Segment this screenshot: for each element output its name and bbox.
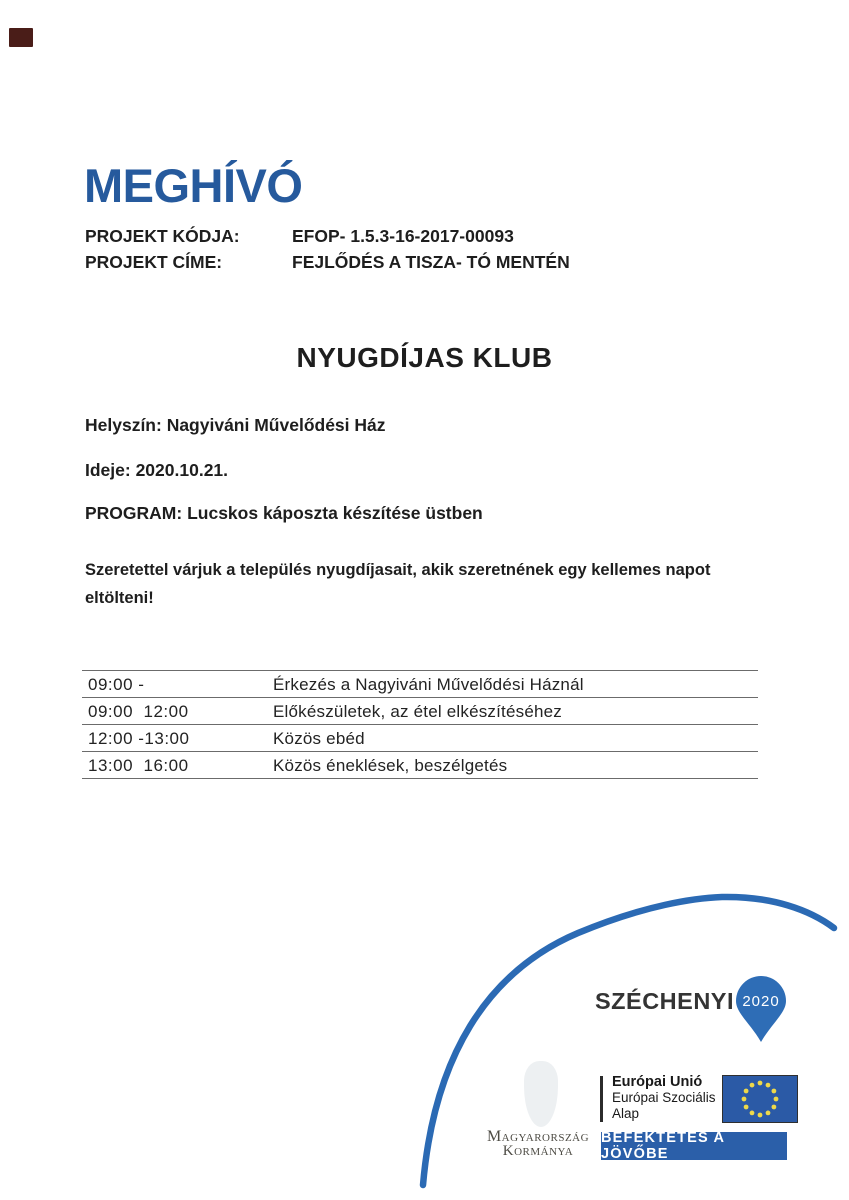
location-line: Helyszín: Nagyiváni Művelődési Ház (85, 415, 386, 435)
schedule-activity: Előkészületek, az étel elkészítéséhez (273, 702, 562, 721)
project-title-row (85, 250, 685, 275)
program-line: PROGRAM: Lucskos káposzta készítése üstben (85, 503, 483, 523)
project-code-row (85, 224, 685, 249)
date-line: Ideje: 2020.10.21. (85, 460, 229, 480)
schedule-row (82, 751, 758, 778)
invitation-line-2: eltölteni! (85, 589, 154, 607)
eu-text-divider (600, 1076, 603, 1122)
eu-flag (722, 1075, 798, 1123)
schedule-activity: Közös éneklések, beszélgetés (273, 756, 508, 775)
hungary-coat-of-arms-faint (524, 1061, 558, 1127)
event-title: NYUGDÍJAS KLUB (296, 342, 553, 373)
page-title: MEGHÍVÓ (84, 159, 303, 212)
government-line-2: Kormánya (502, 1143, 574, 1159)
project-title-label: PROJEKT CÍME: (85, 252, 223, 272)
schedule-table (82, 670, 758, 779)
government-of-hungary-label (478, 1130, 598, 1158)
invitation-text (85, 556, 775, 612)
schedule-time: 09:00 - (88, 675, 145, 694)
eu-funding-label (612, 1074, 716, 1122)
eu-line-1: Európai Unió (612, 1074, 703, 1090)
schedule-row (82, 670, 758, 697)
scan-artifact-mark (9, 28, 33, 47)
invitation-line-1: Szeretettel várjuk a település nyugdíjasait, akik szeretnének egy kellemes napot (85, 561, 711, 579)
government-line-1: Magyarország (486, 1128, 590, 1145)
schedule-row (82, 697, 758, 724)
project-code-value: EFOP- 1.5.3-16-2017-00093 (292, 226, 514, 246)
schedule-time: 09:00 12:00 (88, 702, 189, 721)
schedule-activity: Közös ebéd (273, 729, 365, 748)
schedule-activity: Érkezés a Nagyiváni Művelődési Háznál (273, 675, 584, 694)
project-title-value: FEJLŐDÉS A TISZA- TÓ MENTÉN (292, 252, 570, 272)
schedule-time: 13:00 16:00 (88, 756, 189, 775)
szechenyi-year: 2020 (742, 993, 780, 1010)
szechenyi-logo-text: SZÉCHENYI (595, 988, 734, 1014)
eu-line-3: Alap (612, 1106, 640, 1121)
schedule-row (82, 724, 758, 751)
schedule-time: 12:00 -13:00 (88, 729, 190, 748)
eu-line-2: Európai Szociális (612, 1090, 716, 1105)
investment-banner: BEFEKTETÉS A JÖVŐBE (601, 1132, 787, 1160)
szechenyi-2020-pin (735, 976, 787, 1043)
project-code-label: PROJEKT KÓDJA: (85, 226, 240, 246)
